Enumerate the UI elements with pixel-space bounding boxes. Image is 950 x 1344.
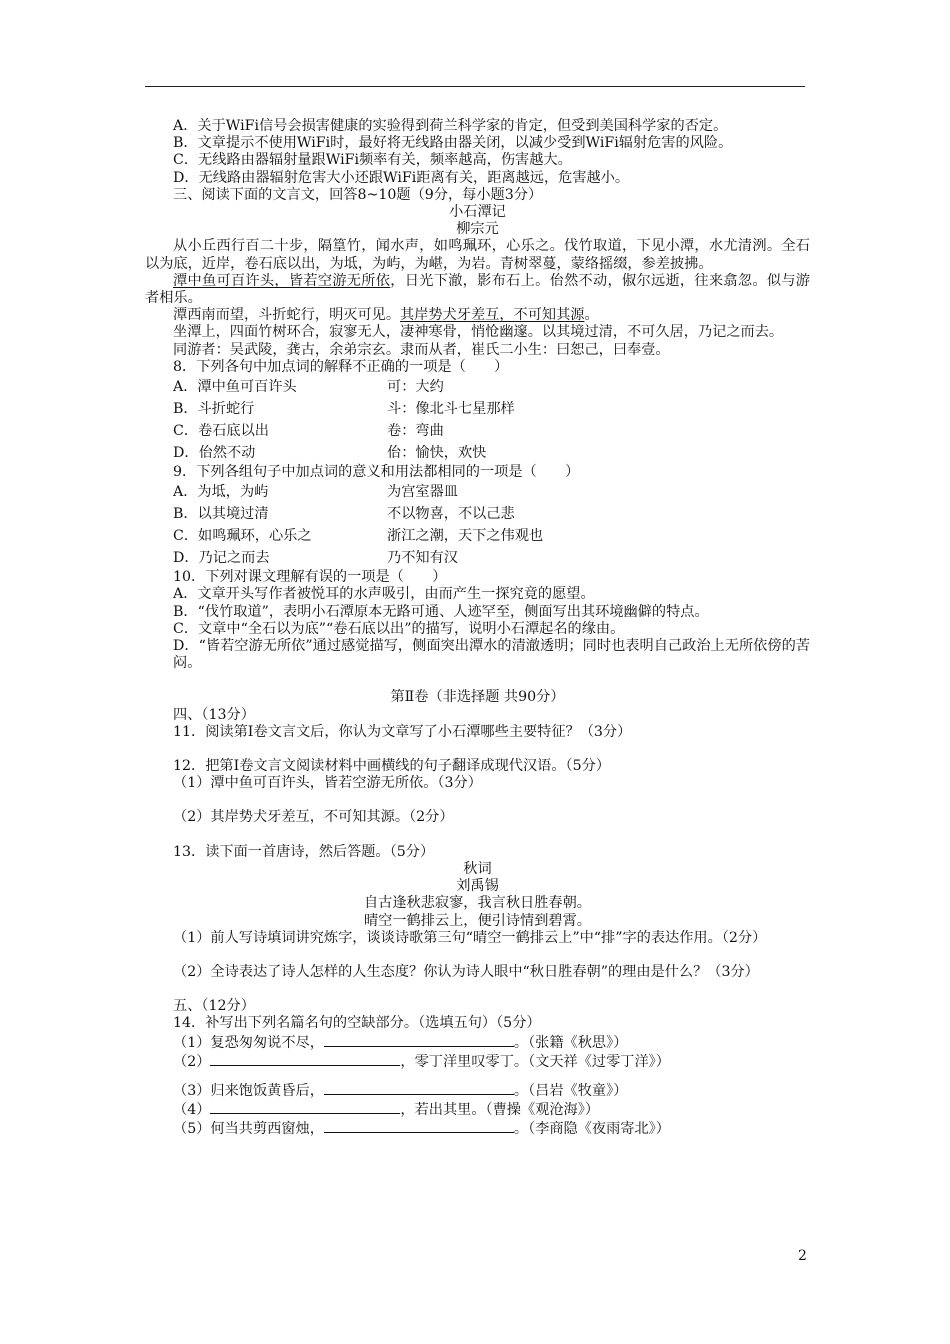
answer-blank-5[interactable] bbox=[324, 1119, 514, 1133]
answer-blank-2[interactable] bbox=[210, 1052, 400, 1066]
underlined-sentence-2: 其岸势犬牙差互，不可知其源 bbox=[400, 307, 585, 324]
q10-option-b: B．“伐竹取道”，表明小石潭原本无路可通、人迹罕至，侧面写出其环境幽僻的特点。 bbox=[173, 603, 709, 620]
q10-option-d: D．“皆若空游无所依”通过感觉描写，侧面突出潭水的清澈透明；同时也表明自己政治上无所依傍的苦闷。 bbox=[173, 638, 810, 672]
q8-option-a-gloss: 可：大约 bbox=[387, 379, 444, 396]
q12-sub1: （1）潭中鱼可百许头，皆若空游无所依。（3分） bbox=[173, 775, 482, 792]
q9-option-c bbox=[145, 525, 810, 547]
q8-option-b bbox=[145, 398, 810, 420]
q9-option-d-right: 乃不知有汉 bbox=[387, 550, 458, 567]
q9-option-d bbox=[145, 547, 810, 569]
answer-blank-1[interactable] bbox=[324, 1033, 514, 1047]
q10-option-a: A．文章开头写作者被悦耳的水声吸引，由而产生一探究竟的愿望。 bbox=[173, 586, 595, 603]
part2-title: 第Ⅱ卷（非选择题 共90分） bbox=[390, 689, 565, 706]
classical-para-2 bbox=[145, 273, 810, 307]
q11: 11．阅读第Ⅰ卷文言文后，你认为文章写了小石潭哪些主要特征？（3分） bbox=[173, 723, 632, 740]
q7-option-d: D．无线路由器辐射危害大小还跟WiFi距离有关，距离越远，危害越小。 bbox=[173, 169, 630, 186]
q8-option-c-gloss: 卷：弯曲 bbox=[387, 423, 444, 440]
q9-stem: 9．下列各组句子中加点词的意义和用法都相同的一项是（ ） bbox=[173, 464, 580, 481]
q14-line-2 bbox=[145, 1052, 810, 1071]
q12-stem: 12．把第Ⅰ卷文言文阅读材料中画横线的句子翻译成现代汉语。（5分） bbox=[173, 758, 611, 775]
q14-line-1 bbox=[145, 1033, 810, 1052]
q14-line-3-source: 。（吕岩《牧童》） bbox=[513, 1082, 628, 1099]
poem-line-1: 自古逢秋悲寂寥，我言秋日胜春朝。 bbox=[363, 895, 591, 912]
q14-line-3-prompt: （3）归来饱饭黄昏后， bbox=[173, 1082, 324, 1099]
q8-option-d-gloss: 佁：愉快，欢快 bbox=[387, 445, 487, 462]
para-3-end: 。 bbox=[584, 307, 599, 324]
q9-option-a-left: A．为坻，为屿 bbox=[173, 484, 269, 501]
para-2-rest: ，日光下澈，影布石上。佁然不动，俶尔远逝，往来翕忽。似与游者相乐。 bbox=[145, 272, 810, 307]
q13-stem: 13．读下面一首唐诗，然后答题。（5分） bbox=[173, 843, 435, 860]
q14-line-4 bbox=[145, 1100, 810, 1119]
q14-line-5 bbox=[145, 1119, 810, 1138]
classical-para-1: 从小丘西行百二十步，隔篁竹，闻水声，如鸣珮环，心乐之。伐竹取道，下见小潭，水尤清洌。全石以为底，近岸，卷石底以出，为坻，为屿，为嵁，为岩。青树翠蔓，蒙络摇缀，参差披拂。 bbox=[145, 238, 810, 272]
answer-blank-4[interactable] bbox=[210, 1100, 400, 1114]
q9-option-d-left: D．乃记之而去 bbox=[173, 550, 270, 567]
q10-stem: 10．下列对课文理解有误的一项是（ ） bbox=[173, 569, 447, 586]
q14-line-5-source: 。（李商隐《夜雨寄北》） bbox=[513, 1121, 670, 1138]
poem-author: 刘禹锡 bbox=[456, 878, 499, 895]
exam-page bbox=[145, 118, 810, 1139]
classical-para-3 bbox=[145, 307, 810, 324]
q14-stem: 14．补写出下列名篇名句的空缺部分。（选填五句）（5分） bbox=[173, 1015, 541, 1032]
classical-para-4: 坐潭上，四面竹树环合，寂寥无人，凄神寒骨，悄怆幽邃。以其境过清，不可久居，乃记之而去。 bbox=[173, 324, 784, 341]
q7-option-b: B．文章提示不使用WiFi时，最好将无线路由器关闭，以减少受到WiFi辐射危害的风险。 bbox=[173, 135, 733, 152]
answer-blank-3[interactable] bbox=[324, 1081, 514, 1095]
q14-line-2-source: ，零丁洋里叹零丁。（文天祥《过零丁洋》） bbox=[400, 1053, 670, 1070]
q9-option-c-left: C．如鸣珮环，心乐之 bbox=[173, 528, 312, 545]
q8-stem: 8．下列各句中加点词的解释不正确的一项是（ ） bbox=[173, 358, 509, 375]
header-rule bbox=[145, 86, 805, 87]
q14-line-4-prompt: （4） bbox=[173, 1102, 211, 1119]
q7-option-a: A．关于WiFi信号会损害健康的实验得到荷兰科学家的肯定，但受到美国科学家的否定。 bbox=[173, 118, 728, 134]
q14-line-1-prompt: （1）复恐匆匆说不尽， bbox=[173, 1034, 324, 1051]
poem-title: 秋词 bbox=[463, 860, 492, 877]
q10-option-c: C．文章中“全石以为底”“卷石底以出”的描写，说明小石潭起名的缘由。 bbox=[173, 620, 625, 637]
section5-heading: 五、（12分） bbox=[173, 998, 255, 1015]
q8-option-b-gloss: 斗：像北斗七星那样 bbox=[387, 401, 515, 418]
q8-option-a-sentence: A．潭中鱼可百许头 bbox=[173, 379, 297, 396]
q8-option-b-sentence: B．斗折蛇行 bbox=[173, 401, 255, 418]
q14-line-2-prompt: （2） bbox=[173, 1053, 211, 1070]
underlined-sentence-1: 潭中鱼可百许头，皆若空游无所依 bbox=[173, 272, 391, 289]
q7-option-c: C．无线路由器辐射量跟WiFi频率有关，频率越高，伤害越大。 bbox=[173, 152, 572, 169]
q8-option-a bbox=[145, 376, 810, 398]
q9-option-a bbox=[145, 481, 810, 503]
poem-line-2: 晴空一鹤排云上，便引诗情到碧霄。 bbox=[363, 912, 591, 929]
page-number: 2 bbox=[798, 1248, 807, 1264]
section4-heading: 四、（13分） bbox=[173, 706, 255, 723]
q9-option-b bbox=[145, 503, 810, 525]
q8-option-c bbox=[145, 420, 810, 442]
q9-option-c-right: 浙江之潮，天下之伟观也 bbox=[387, 528, 544, 545]
q8-option-c-sentence: C．卷石底以出 bbox=[173, 423, 269, 440]
section3-heading: 三、阅读下面的文言文，回答8~10题（9分，每小题3分） bbox=[173, 186, 543, 203]
q14-line-4-source: ，若出其里。（曹操《观沧海》） bbox=[400, 1102, 600, 1119]
para-3-start: 潭西南而望，斗折蛇行，明灭可见。 bbox=[173, 307, 401, 324]
q13-sub2: （2）全诗表达了诗人怎样的人生态度？你认为诗人眼中“秋日胜春朝”的理由是什么？（3分） bbox=[173, 963, 759, 980]
q8-option-d-sentence: D．佁然不动 bbox=[173, 445, 256, 462]
q8-option-d bbox=[145, 442, 810, 464]
q9-option-b-left: B．以其境过清 bbox=[173, 506, 269, 523]
q9-option-b-right: 不以物喜，不以己悲 bbox=[387, 506, 515, 523]
q9-option-a-right: 为宫室器皿 bbox=[387, 484, 458, 501]
q13-sub1: （1）前人写诗填词讲究炼字，谈谈诗歌第三句“晴空一鹤排云上”中“排”字的表达作用。（2分） bbox=[173, 929, 767, 946]
classical-para-5: 同游者：吴武陵，龚古，余弟宗玄。隶而从者，崔氏二小生：曰恕己，曰奉壹。 bbox=[173, 341, 670, 358]
q14-line-5-prompt: （5）何当共剪西窗烛， bbox=[173, 1121, 324, 1138]
q14-line-3 bbox=[145, 1081, 810, 1100]
classical-author: 柳宗元 bbox=[456, 221, 499, 238]
q12-sub2: （2）其岸势犬牙差互，不可知其源。（2分） bbox=[173, 809, 454, 826]
q14-line-1-source: 。（张籍《秋思》） bbox=[513, 1034, 628, 1051]
classical-title: 小石潭记 bbox=[449, 204, 506, 221]
